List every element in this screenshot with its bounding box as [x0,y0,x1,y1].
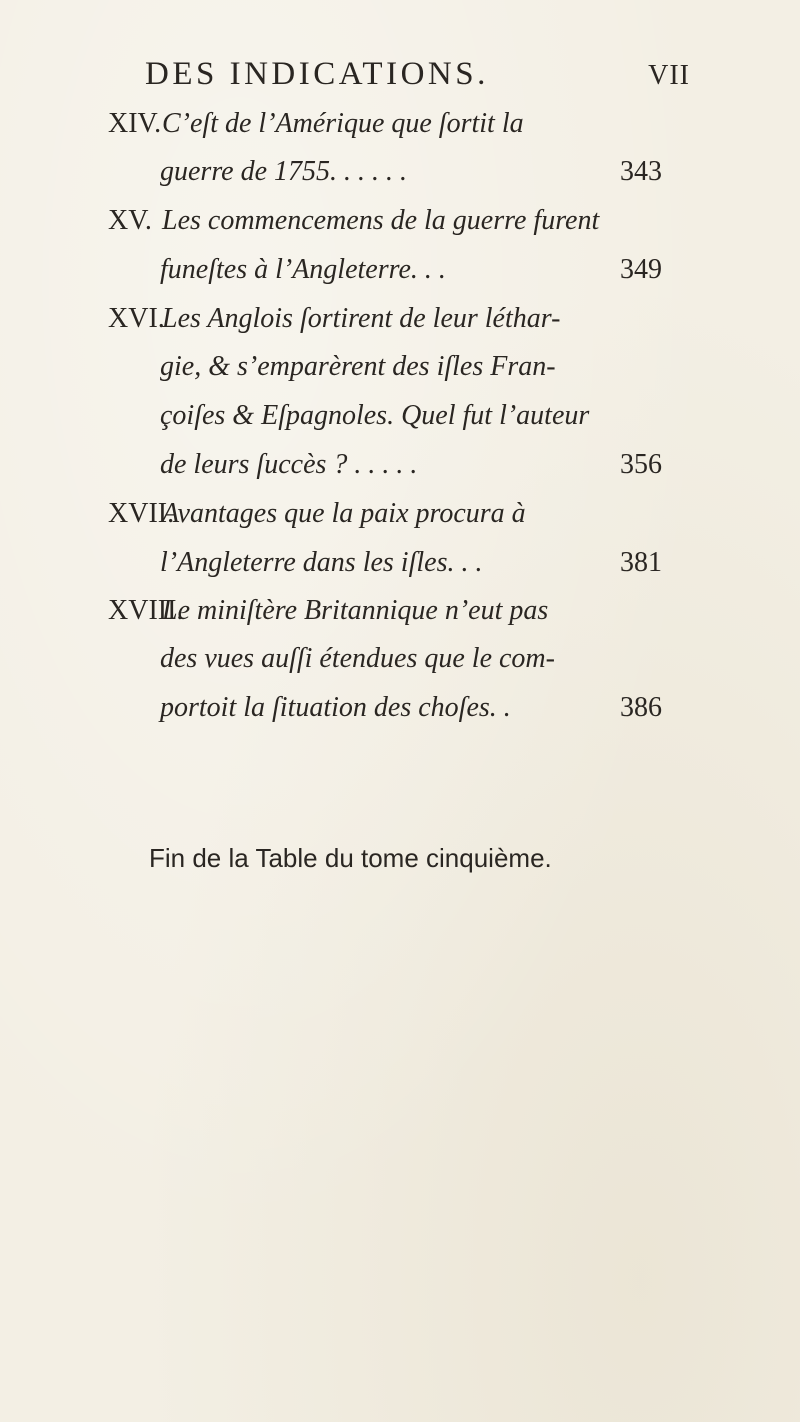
entry-text: C’eſt de l’Amérique que ſortit la [162,108,524,139]
entry-text: Les Anglois ſortirent de leur léthar- [162,303,561,334]
entry-text: Le miniſtère Britannique n’eut pas [162,595,549,626]
toc-entry-line [0,449,800,489]
page-number: VII [648,60,690,91]
running-title: DES INDICATIONS. [145,56,489,92]
entry-text: de leurs ſuccès ? . . . . . [160,449,418,480]
entry-numeral: XVI. [108,303,165,334]
entry-page: 349 [620,254,662,285]
toc-entry-line [0,498,800,538]
toc-entry-line [0,254,800,294]
entry-text: des vues auſſi étendues que le com- [160,643,555,674]
entry-numeral: XVIII. [108,595,184,626]
end-of-table-note: Fin de la Table du tome cinquième. [149,843,552,873]
entry-text: Avantages que la paix procura à [162,498,526,529]
toc-entry-line [0,400,800,440]
entry-numeral: XIV. [108,108,162,139]
entry-text: l’Angleterre dans les iſles. . . [160,547,483,578]
toc-entry-line [0,643,800,683]
toc-entry-line [0,108,800,148]
entry-text: guerre de 1755. . . . . . [160,156,408,187]
entry-text: çoiſes & Eſpagnoles. Quel fut l’auteur [160,400,590,431]
entry-text: gie, & s’emparèrent des iſles Fran- [160,351,556,382]
toc-entry-line [0,205,800,245]
entry-page: 381 [620,547,662,578]
toc-entry-line [0,692,800,732]
entry-numeral: XVII. [108,498,175,529]
entry-page: 343 [620,156,662,187]
entry-page: 386 [620,692,662,723]
page-header [145,56,690,96]
entry-text: funeſtes à l’Angleterre. . . [160,254,446,285]
toc-entry-line [0,156,800,196]
entry-text: portoit la ſituation des choſes. . [160,692,511,723]
entry-page: 356 [620,449,662,480]
toc-entry-line [0,595,800,635]
entry-text: Les commencemens de la guerre furent [162,205,600,236]
toc-entry-line [0,303,800,343]
toc-entry-line [0,351,800,391]
toc-entry-line [0,547,800,587]
entry-numeral: XV. [108,205,152,236]
